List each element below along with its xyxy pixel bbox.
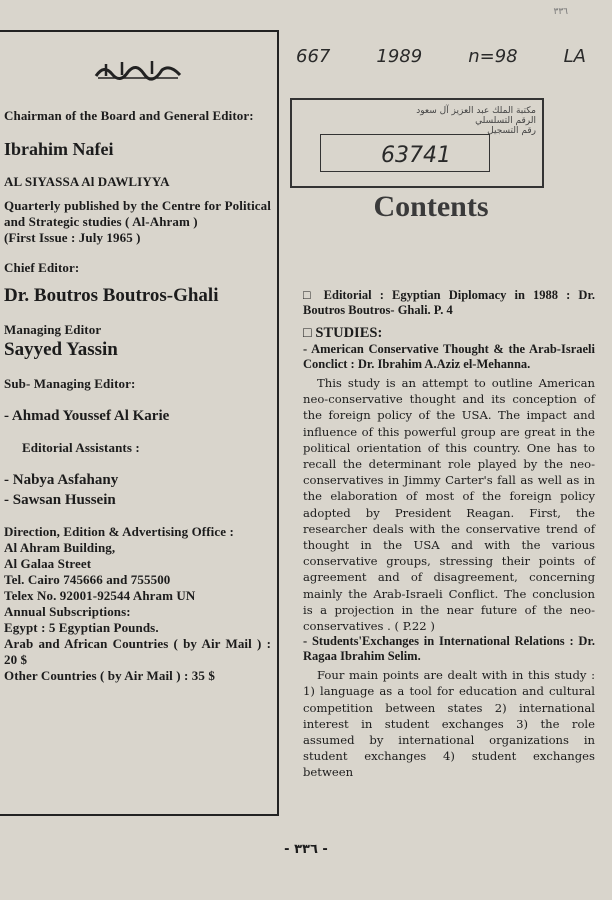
assistant-2: - Sawsan Hussein xyxy=(4,492,116,508)
handwritten-note-b: 1989 xyxy=(376,46,423,67)
office-label: Direction, Edition & Advertising Office : xyxy=(4,524,234,539)
library-stamp xyxy=(290,98,544,188)
subscription-arab: Arab and African Countries ( by Air Mail ) : 20 $ xyxy=(4,636,271,667)
stamp-number: 63741 xyxy=(381,143,451,168)
stamp-text-3: رقم التسجيل xyxy=(487,126,536,136)
study-2-body: Four main points are dealt with in this study : 1) language as a tool for education and cultural competition between states 2) international interest in student exchanges 3) the role assumed by international organizations in student exchanges 4) student exchanges between xyxy=(303,668,595,780)
telephone: Tel. Cairo 745666 and 755500 xyxy=(4,572,171,587)
assistant-1: - Nabya Asfahany xyxy=(4,472,119,488)
address-1: Al Ahram Building, xyxy=(4,540,116,555)
chief-editor-name: Dr. Boutros Boutros-Ghali xyxy=(4,285,219,306)
subscriptions-label: Annual Subscriptions: xyxy=(4,604,131,619)
logo-calligraphy-icon xyxy=(92,58,184,82)
stamp-text-2: الرقم التسلسلي xyxy=(475,116,536,126)
masthead-box xyxy=(0,30,279,816)
sub-managing-name: - Ahmad Youssef Al Karie xyxy=(4,408,170,424)
subscription-egypt: Egypt : 5 Egyptian Pounds. xyxy=(4,620,159,635)
footer-page-number: - ٣٣٦ - xyxy=(284,842,328,857)
handwritten-note-a: 667 xyxy=(296,46,331,67)
stamp-text-1: مكتبة الملك عبد العزيز آل سعود xyxy=(416,106,536,116)
assistants-label: Editorial Assistants : xyxy=(22,440,140,455)
study-1-body: This study is an attempt to outline American neo-conservative thought and its conception of the foreign policy of the USA. The impact and influence of this powerful group are great in the political orientation of this country. One has to recall the determinant role played by the neo-conservatives in Jimmy Carter's fall as well as in the elaboration of most of the foreign policy adopted by President Reagan. First, the researcher deals with the conservative trend of thought in the USA and with the various conservative groups, stressing their points of agreement and of disagreement, concerning mainly the Arab-Israeli Conflict. The conclusion is a projection in the near future of the neo-conservatives . ( P.22 ) xyxy=(303,376,595,634)
study-1-title: - American Conservative Thought & the Arab-Israeli Conclict : Dr. Ibrahim A.Aziz el-Mehanna. xyxy=(303,342,595,371)
subscription-other: Other Countries ( by Air Mail ) : 35 $ xyxy=(4,668,215,683)
contents-column xyxy=(303,288,595,781)
address-2: Al Galaa Street xyxy=(4,556,92,571)
chief-editor-label: Chief Editor: xyxy=(4,260,80,275)
chairman-name: Ibrahim Nafei xyxy=(4,139,114,159)
handwritten-notes xyxy=(296,46,586,67)
chairman-label: Chairman of the Board and General Editor: xyxy=(4,108,254,123)
first-issue: (First Issue : July 1965 ) xyxy=(4,230,141,245)
study-2-title: - Students'Exchanges in International Relations : Dr. Ragaa Ibrahim Selim. xyxy=(303,634,595,664)
top-page-number: ٣٣٦ xyxy=(553,6,568,16)
journal-name: AL SIYASSA Al DAWLIYYA xyxy=(4,174,170,189)
stamp-number-box xyxy=(320,134,490,172)
studies-heading: □ STUDIES: xyxy=(303,325,383,341)
telex: Telex No. 92001-92544 Ahram UN xyxy=(4,588,196,603)
contents-title: Contents xyxy=(373,190,489,223)
handwritten-note-d: LA xyxy=(563,46,586,67)
managing-editor-name: Sayyed Yassin xyxy=(4,339,118,360)
published-by: Quarterly published by the Centre for Political and Strategic studies ( Al-Ahram ) xyxy=(4,198,271,229)
handwritten-note-c: n=98 xyxy=(468,46,518,67)
sub-managing-label: Sub- Managing Editor: xyxy=(4,376,136,391)
managing-editor-label: Managing Editor xyxy=(4,322,102,337)
al-ahram-logo xyxy=(4,40,271,98)
editorial-entry: □ Editorial : Egyptian Diplomacy in 1988 : Dr. Boutros Boutros- Ghali. P. 4 xyxy=(303,288,595,317)
